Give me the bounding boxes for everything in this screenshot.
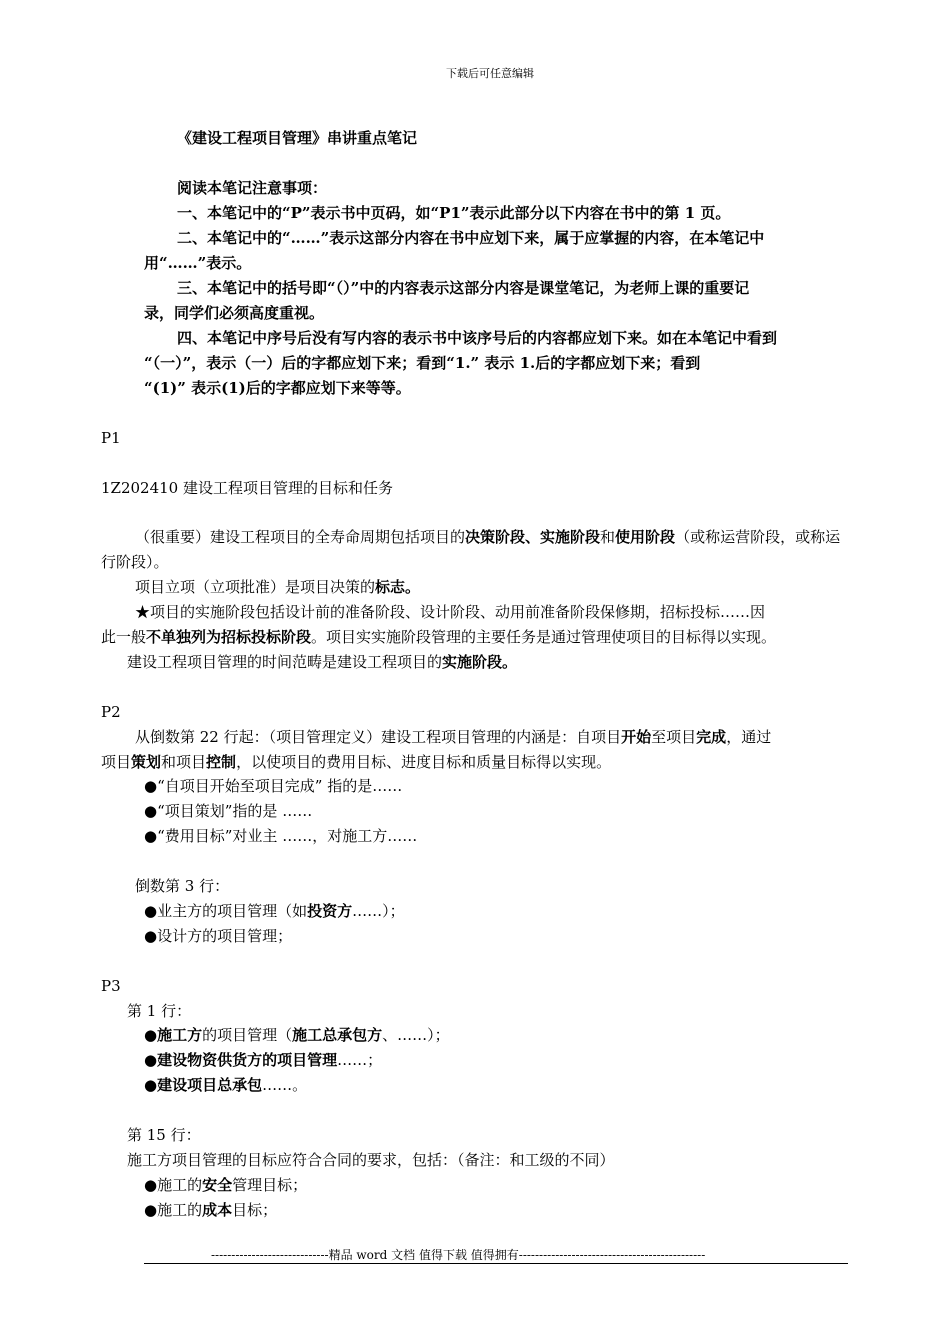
- p2-bullet-3: ●“费用目标”对业主 ……，对施工方……: [144, 827, 418, 845]
- notice-item-3: 三、本笔记中的括号即“（）”中的内容表示这部分内容是课堂笔记，为老师上课的重要记: [177, 279, 750, 297]
- p2-paragraph-1: 从倒数第 22 行起：（项目管理定义）建设工程项目管理的内涵是：自项目开始至项目完成，通过: [135, 728, 772, 746]
- notice-item-4: 四、本笔记中序号后没有写内容的表示书中该序号后的内容都应划下来。如在本笔记中看到: [177, 329, 778, 347]
- p3-line-15-label: 第 15 行：: [127, 1126, 201, 1144]
- p2-bullet-4: ●业主方的项目管理（如投资方……）；: [144, 902, 405, 920]
- p1-paragraph-1: （很重要）建设工程项目的全寿命周期包括项目的决策阶段、实施阶段和使用阶段（或称运营阶段，或称运: [135, 528, 841, 546]
- p1-paragraph-3: ★项目的实施阶段包括设计前的准备阶段、设计阶段、动用前准备阶段保修期，招标投标……因: [135, 603, 766, 621]
- p3-bullet-2: ●建设物资供货方的项目管理……；: [144, 1051, 383, 1069]
- footer-rule: [144, 1263, 848, 1264]
- notice-item-2-cont: 用“……”表示。: [144, 254, 252, 272]
- section-title: 1Z202410 建设工程项目管理的目标和任务: [101, 479, 393, 497]
- p2-countdown-label: 倒数第 3 行：: [135, 877, 230, 895]
- p1-paragraph-1-cont: 行阶段）。: [101, 553, 169, 571]
- p3-paragraph-15: 施工方项目管理的目标应符合合同的要求，包括：（备注：和工级的不同）: [127, 1151, 615, 1169]
- notice-item-1: 一、本笔记中的“P”表示书中页码，如“P1”表示此部分以下内容在书中的第 1 页。: [177, 204, 731, 222]
- page-label-p3: P3: [101, 977, 121, 995]
- p2-bullet-1: ●“自项目开始至项目完成” 指的是……: [144, 777, 403, 795]
- p2-paragraph-1-cont: 项目策划和项目控制，以使项目的费用目标、进度目标和质量目标得以实现。: [101, 753, 612, 771]
- p2-bullet-2: ●“项目策划”指的是 ……: [144, 802, 313, 820]
- page-header: 下载后可任意编辑: [446, 67, 534, 80]
- p2-bullet-5: ●设计方的项目管理；: [144, 927, 293, 945]
- p3-bullet-1: ●施工方的项目管理（施工总承包方、……）；: [144, 1026, 450, 1044]
- notice-item-4-cont2: “(1)” 表示(1)后的字都应划下来等等。: [144, 379, 411, 397]
- document-title: 《建设工程项目管理》串讲重点笔记: [177, 129, 418, 147]
- notice-item-2: 二、本笔记中的“……”表示这部分内容在书中应划下来，属于应掌握的内容，在本笔记中: [177, 229, 765, 247]
- page-label-p2: P2: [101, 703, 121, 721]
- notice-item-4-cont: “（一）”，表示（一）后的字都应划下来；看到“1.” 表示 1.后的字都应划下来；看到: [144, 354, 701, 372]
- p1-paragraph-2: 项目立项（立项批准）是项目决策的标志。: [135, 578, 421, 596]
- notice-item-3-cont: 录，同学们必须高度重视。: [144, 304, 325, 322]
- p3-bullet-5: ●施工的成本目标；: [144, 1201, 278, 1219]
- p1-paragraph-4: 建设工程项目管理的时间范畴是建设工程项目的实施阶段。: [127, 653, 518, 671]
- p3-bullet-3: ●建设项目总承包……。: [144, 1076, 308, 1094]
- p3-bullet-4: ●施工的安全管理目标；: [144, 1176, 308, 1194]
- p3-line-1-label: 第 1 行：: [127, 1002, 192, 1020]
- page-label-p1: P1: [101, 429, 121, 447]
- page-footer: -----------------------------精品 word 文档 值得下载 值得拥有----------------------------------------------: [211, 1248, 706, 1262]
- notice-heading: 阅读本笔记注意事项：: [177, 179, 328, 197]
- p1-paragraph-3-cont: 此一般不单独列为招标投标阶段。项目实实施阶段管理的主要任务是通过管理使项目的目标得以实现。: [101, 628, 777, 646]
